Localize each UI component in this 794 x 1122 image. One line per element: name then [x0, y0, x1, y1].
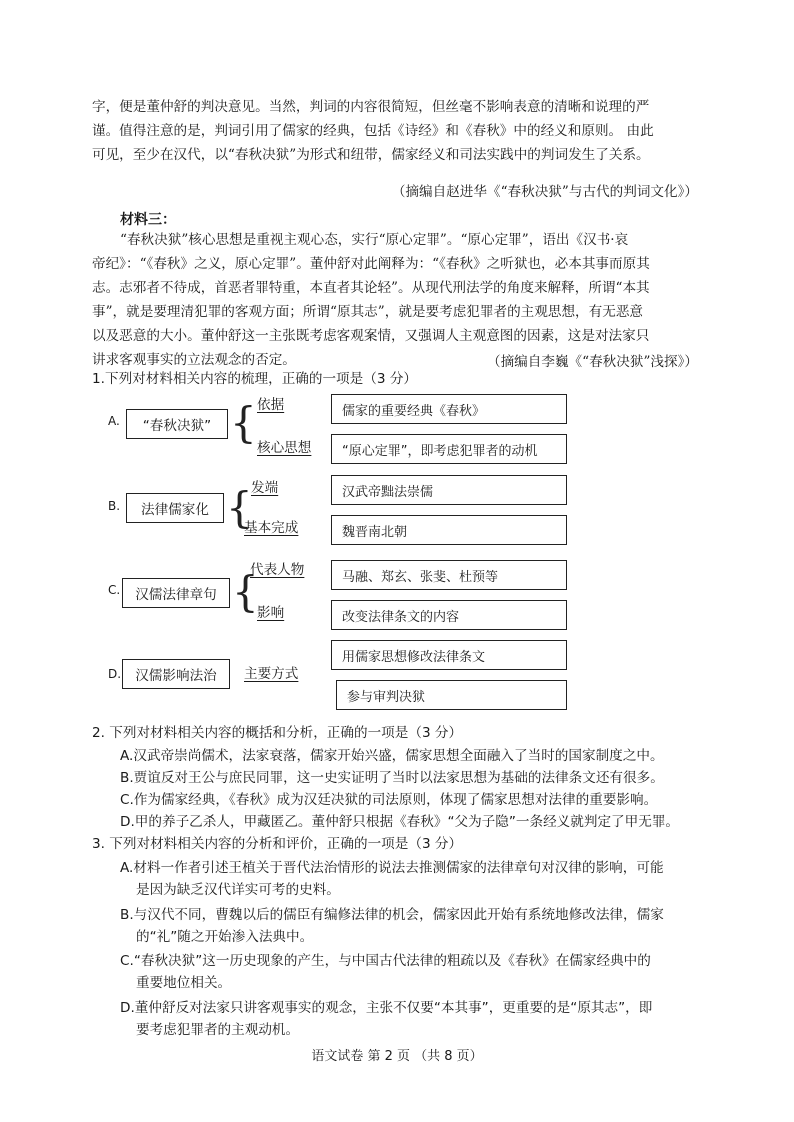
q1-stem: 1.下列对材料相关内容的梳理，正确的一项是（3 分）: [92, 371, 418, 387]
q2-option-b: B.贾谊反对王公与庶民同罪，这一史实证明了当时以法家思想为基础的法律条文还有很多。: [120, 770, 664, 786]
material2-source: （摘编自赵进华《“春秋决狱”与古代的判词文化》）: [391, 184, 698, 200]
q3-option-c-line2: 重要地位相关。: [136, 975, 232, 991]
q1-option-a-branch2: 核心思想: [257, 440, 312, 456]
page-footer: 语文试卷 第 2 页 （共 8 页）: [311, 1049, 483, 1064]
q3-stem: 3. 下列对材料相关内容的分析和评价，正确的一项是（3 分）: [92, 836, 463, 852]
text-line: 事”，就是要理清犯罪的客观方面；所谓“原其志”，就是要考虑犯罪者的主观思想，有无恶意: [92, 304, 644, 320]
q1-option-c-branch2: 影响: [257, 605, 285, 621]
q3-option-d-line2: 要考虑犯罪者的主观动机。: [136, 1022, 300, 1038]
q1-option-b-right2: 魏晋南北朝: [331, 515, 567, 545]
q1-option-b-branch2: 基本完成: [244, 520, 299, 536]
q1-option-b-letter: B.: [108, 499, 121, 513]
q1-option-b-main-box: 法律儒家化: [126, 493, 224, 523]
text-line: 志。志邪者不待成，首恶者罪特重，本直者其论轻”。从现代刑法学的角度来解释，所谓“本其: [92, 280, 650, 296]
text-line: 讲求客观事实的立法观念的否定。: [92, 352, 296, 368]
q2-stem: 2. 下列对材料相关内容的概括和分析，正确的一项是（3 分）: [92, 725, 463, 741]
q1-option-d-right2: 参与审判决狱: [336, 680, 567, 710]
brace-icon: {: [232, 567, 259, 616]
q3-option-c-line1: C.“春秋决狱”这一历史现象的产生，与中国古代法律的粗疏以及《春秋》在儒家经典中的: [120, 953, 651, 969]
q1-option-c-branch1: 代表人物: [250, 562, 305, 578]
brace-icon: {: [226, 483, 253, 532]
text-line: 谨。值得注意的是，判词引用了儒家的经典，包括《诗经》和《春秋》中的经义和原则。 由此: [92, 123, 654, 139]
q1-option-d-main-box: 汉儒影响法治: [122, 659, 230, 689]
q3-option-b-line2: 的“礼”随之开始渗入法典中。: [136, 929, 314, 945]
q1-option-a-branch1: 依据: [257, 397, 285, 413]
brace-icon: {: [230, 398, 257, 447]
text-line: 可见，至少在汉代，以“春秋决狱”为形式和纽带，儒家经义和司法实践中的判词发生了关系。: [92, 147, 650, 163]
q2-option-c: C.作为儒家经典，《春秋》成为汉廷决狱的司法原则，体现了儒家思想对法律的重要影响。: [120, 792, 658, 808]
material3-heading: 材料三：: [120, 212, 176, 228]
q1-option-a-main-box: “春秋决狱”: [126, 409, 228, 439]
text-line: 字，便是董仲舒的判决意见。当然，判词的内容很简短，但丝毫不影响表意的清晰和说理的严: [92, 99, 650, 115]
q1-option-b-right1: 汉武帝黜法崇儒: [331, 475, 567, 505]
q1-option-b-branch1: 发端: [251, 480, 279, 496]
q1-option-a-letter: A.: [108, 414, 120, 428]
text-line: 以及恶意的大小。董仲舒这一主张既考虑客观案情，又强调人主观意图的因素，这是对法家只: [92, 328, 650, 344]
q1-option-d-letter: D.: [108, 667, 122, 681]
q2-option-d: D.甲的养子乙杀人，甲藏匿乙。董仲舒只根据《春秋》“父为子隐”一条经义就判定了甲无罪。: [120, 814, 680, 830]
material3-source: （摘编自李巍《“春秋决狱”浅探》）: [486, 354, 698, 370]
q3-option-a-line2: 是因为缺乏汉代详实可考的史料。: [136, 882, 340, 898]
q1-option-c-main-box: 汉儒法律章句: [122, 578, 230, 608]
q2-option-a: A.汉武帝崇尚儒术，法家衰落，儒家开始兴盛，儒家思想全面融入了当时的国家制度之中。: [120, 748, 664, 764]
q3-option-d-line1: D.董仲舒反对法家只讲客观事实的观念，主张不仅要“本其事”，更重要的是“原其志”，即: [120, 1000, 653, 1016]
q1-option-c-letter: C.: [108, 583, 121, 597]
text-line: “春秋决狱”核心思想是重视主观心态，实行“原心定罪”。“原心定罪”，语出《汉书·哀: [120, 232, 629, 248]
q1-option-a-right1: 儒家的重要经典《春秋》: [331, 394, 567, 424]
q1-option-d-branch1: 主要方式: [244, 666, 299, 682]
q3-option-a-line1: A.材料一作者引述王植关于晋代法治情形的说法去推测儒家的法律章句对汉律的影响，可能: [120, 860, 664, 876]
q1-option-c-right1: 马融、郑玄、张斐、杜预等: [331, 560, 567, 590]
q1-option-c-right2: 改变法律条文的内容: [331, 600, 567, 630]
q1-option-a-right2: “原心定罪”，即考虑犯罪者的动机: [331, 434, 567, 464]
q3-option-b-line1: B.与汉代不同，曹魏以后的儒臣有编修法律的机会，儒家因此开始有系统地修改法律，儒家: [120, 907, 664, 923]
text-line: 帝纪》：“《春秋》之义，原心定罪”。董仲舒对此阐释为：“《春秋》之听狱也，必本其事而原其: [92, 256, 650, 272]
q1-option-d-right1: 用儒家思想修改法律条文: [331, 640, 567, 670]
